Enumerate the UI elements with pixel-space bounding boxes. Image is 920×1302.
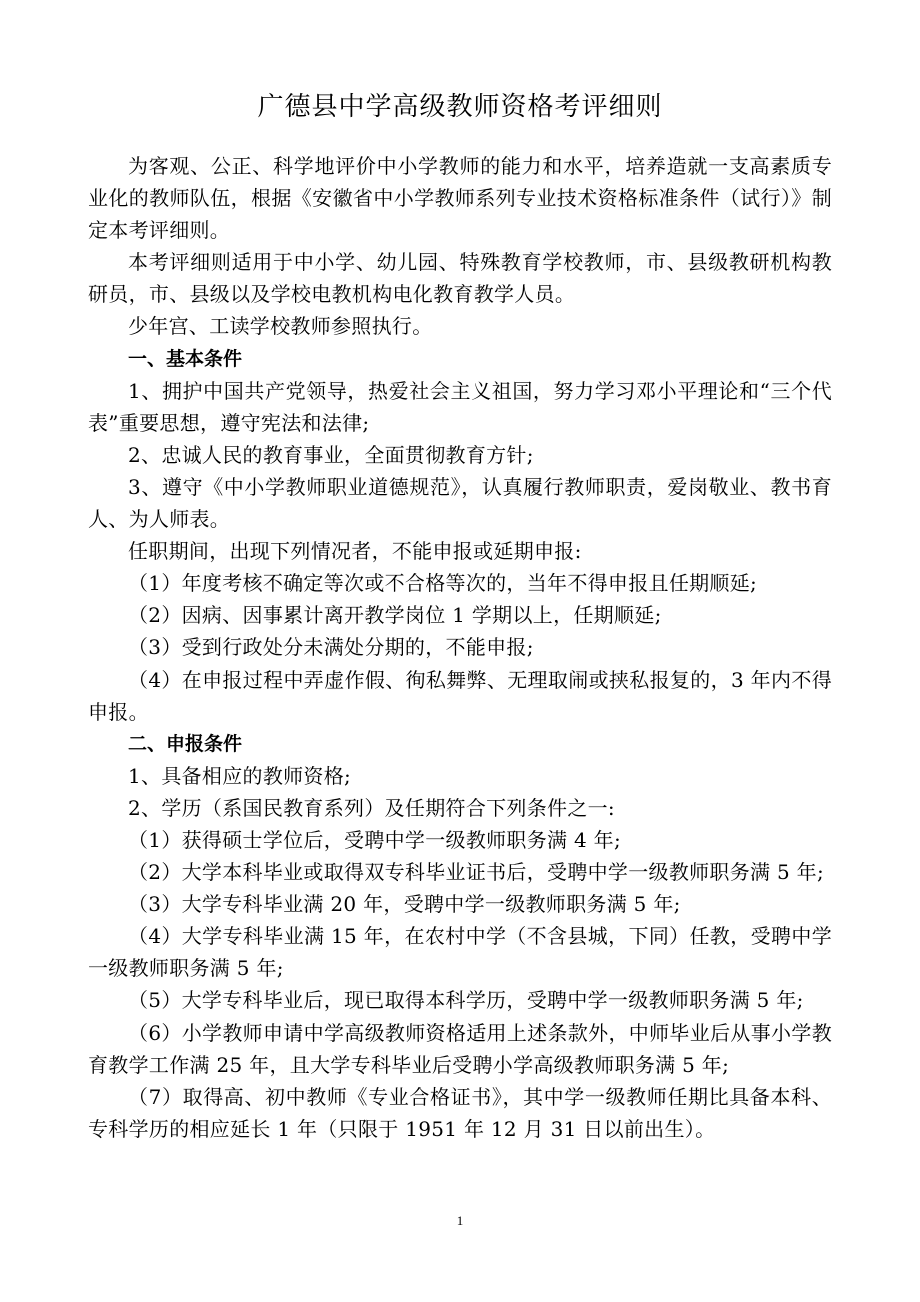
- document-title: 广德县中学高级教师资格考评细则: [257, 92, 663, 122]
- paragraph: 2、学历（系国民教育系列）及任期符合下列条件之一:: [128, 795, 615, 820]
- paragraph: 为客观、公正、科学地评价中小学教师的能力和水平，培养造就一支高素质专业化的教师队伍，根据《安徽省中小学教师系列专业技术资格标准条件（试行）》制定本考评细则。: [88, 154, 832, 243]
- paragraph: 少年宫、工读学校教师参照执行。: [128, 314, 433, 339]
- paragraph: （6）小学教师申请中学高级教师资格适用上述条款外，中师毕业后从事小学教育教学工作满 25 年，且大学专科毕业后受聘小学高级教师职务满 5 年;: [88, 1020, 832, 1077]
- paragraph: （4）大学专科毕业满 15 年，在农村中学（不含县城，下同）任教，受聘中学一级教师职务满 5 年;: [88, 924, 832, 981]
- paragraph: 1、具备相应的教师资格;: [128, 763, 352, 788]
- paragraph: （2）大学本科毕业或取得双专科毕业证书后，受聘中学一级教师职务满 5 年;: [128, 860, 825, 885]
- section-heading: 一、基本条件: [128, 347, 243, 370]
- paragraph: （1）获得硕士学位后，受聘中学一级教师职务满 4 年;: [128, 827, 622, 852]
- paragraph: 1、拥护中国共产党领导，热爱社会主义祖国，努力学习邓小平理论和“三个代表”重要思想，遵守宪法和法律;: [88, 378, 832, 435]
- paragraph: （5）大学专科毕业后，现已取得本科学历，受聘中学一级教师职务满 5 年;: [128, 988, 804, 1013]
- paragraph: （3）大学专科毕业满 20 年，受聘中学一级教师职务满 5 年;: [128, 892, 681, 917]
- paragraph: （3）受到行政处分未满处分期的，不能申报;: [128, 635, 534, 660]
- paragraph: （1）年度考核不确定等次或不合格等次的，当年不得申报且任期顺延;: [128, 571, 758, 596]
- paragraph: 3、遵守《中小学教师职业道德规范》，认真履行教师职责，爱岗敬业、教书育人、为人师表。: [88, 474, 832, 532]
- section-heading: 二、申报条件: [128, 732, 243, 755]
- paragraph: （7）取得高、初中教师《专业合格证书》，其中学一级教师任期比具备本科、专科学历的相应延长 1 年（只限于 1951 年 12 月 31 日以前出生）。: [88, 1084, 832, 1141]
- paragraph: （4）在申报过程中弄虚作假、徇私舞弊、无理取闹或挟私报复的，3 年内不得申报。: [88, 667, 832, 724]
- paragraph: 2、忠诚人民的教育事业，全面贯彻教育方针;: [128, 442, 534, 467]
- paragraph: 任职期间，出现下列情况者，不能申报或延期申报:: [128, 539, 582, 564]
- paragraph: 本考评细则适用于中小学、幼儿园、特殊教育学校教师，市、县级教研机构教研员，市、县级以及学校电教机构电化教育教学人员。: [88, 250, 832, 307]
- document-body: [88, 150, 832, 1145]
- page-number: 1: [456, 1213, 464, 1228]
- paragraph: （2）因病、因事累计离开教学岗位 1 学期以上，任期顺延;: [128, 603, 662, 628]
